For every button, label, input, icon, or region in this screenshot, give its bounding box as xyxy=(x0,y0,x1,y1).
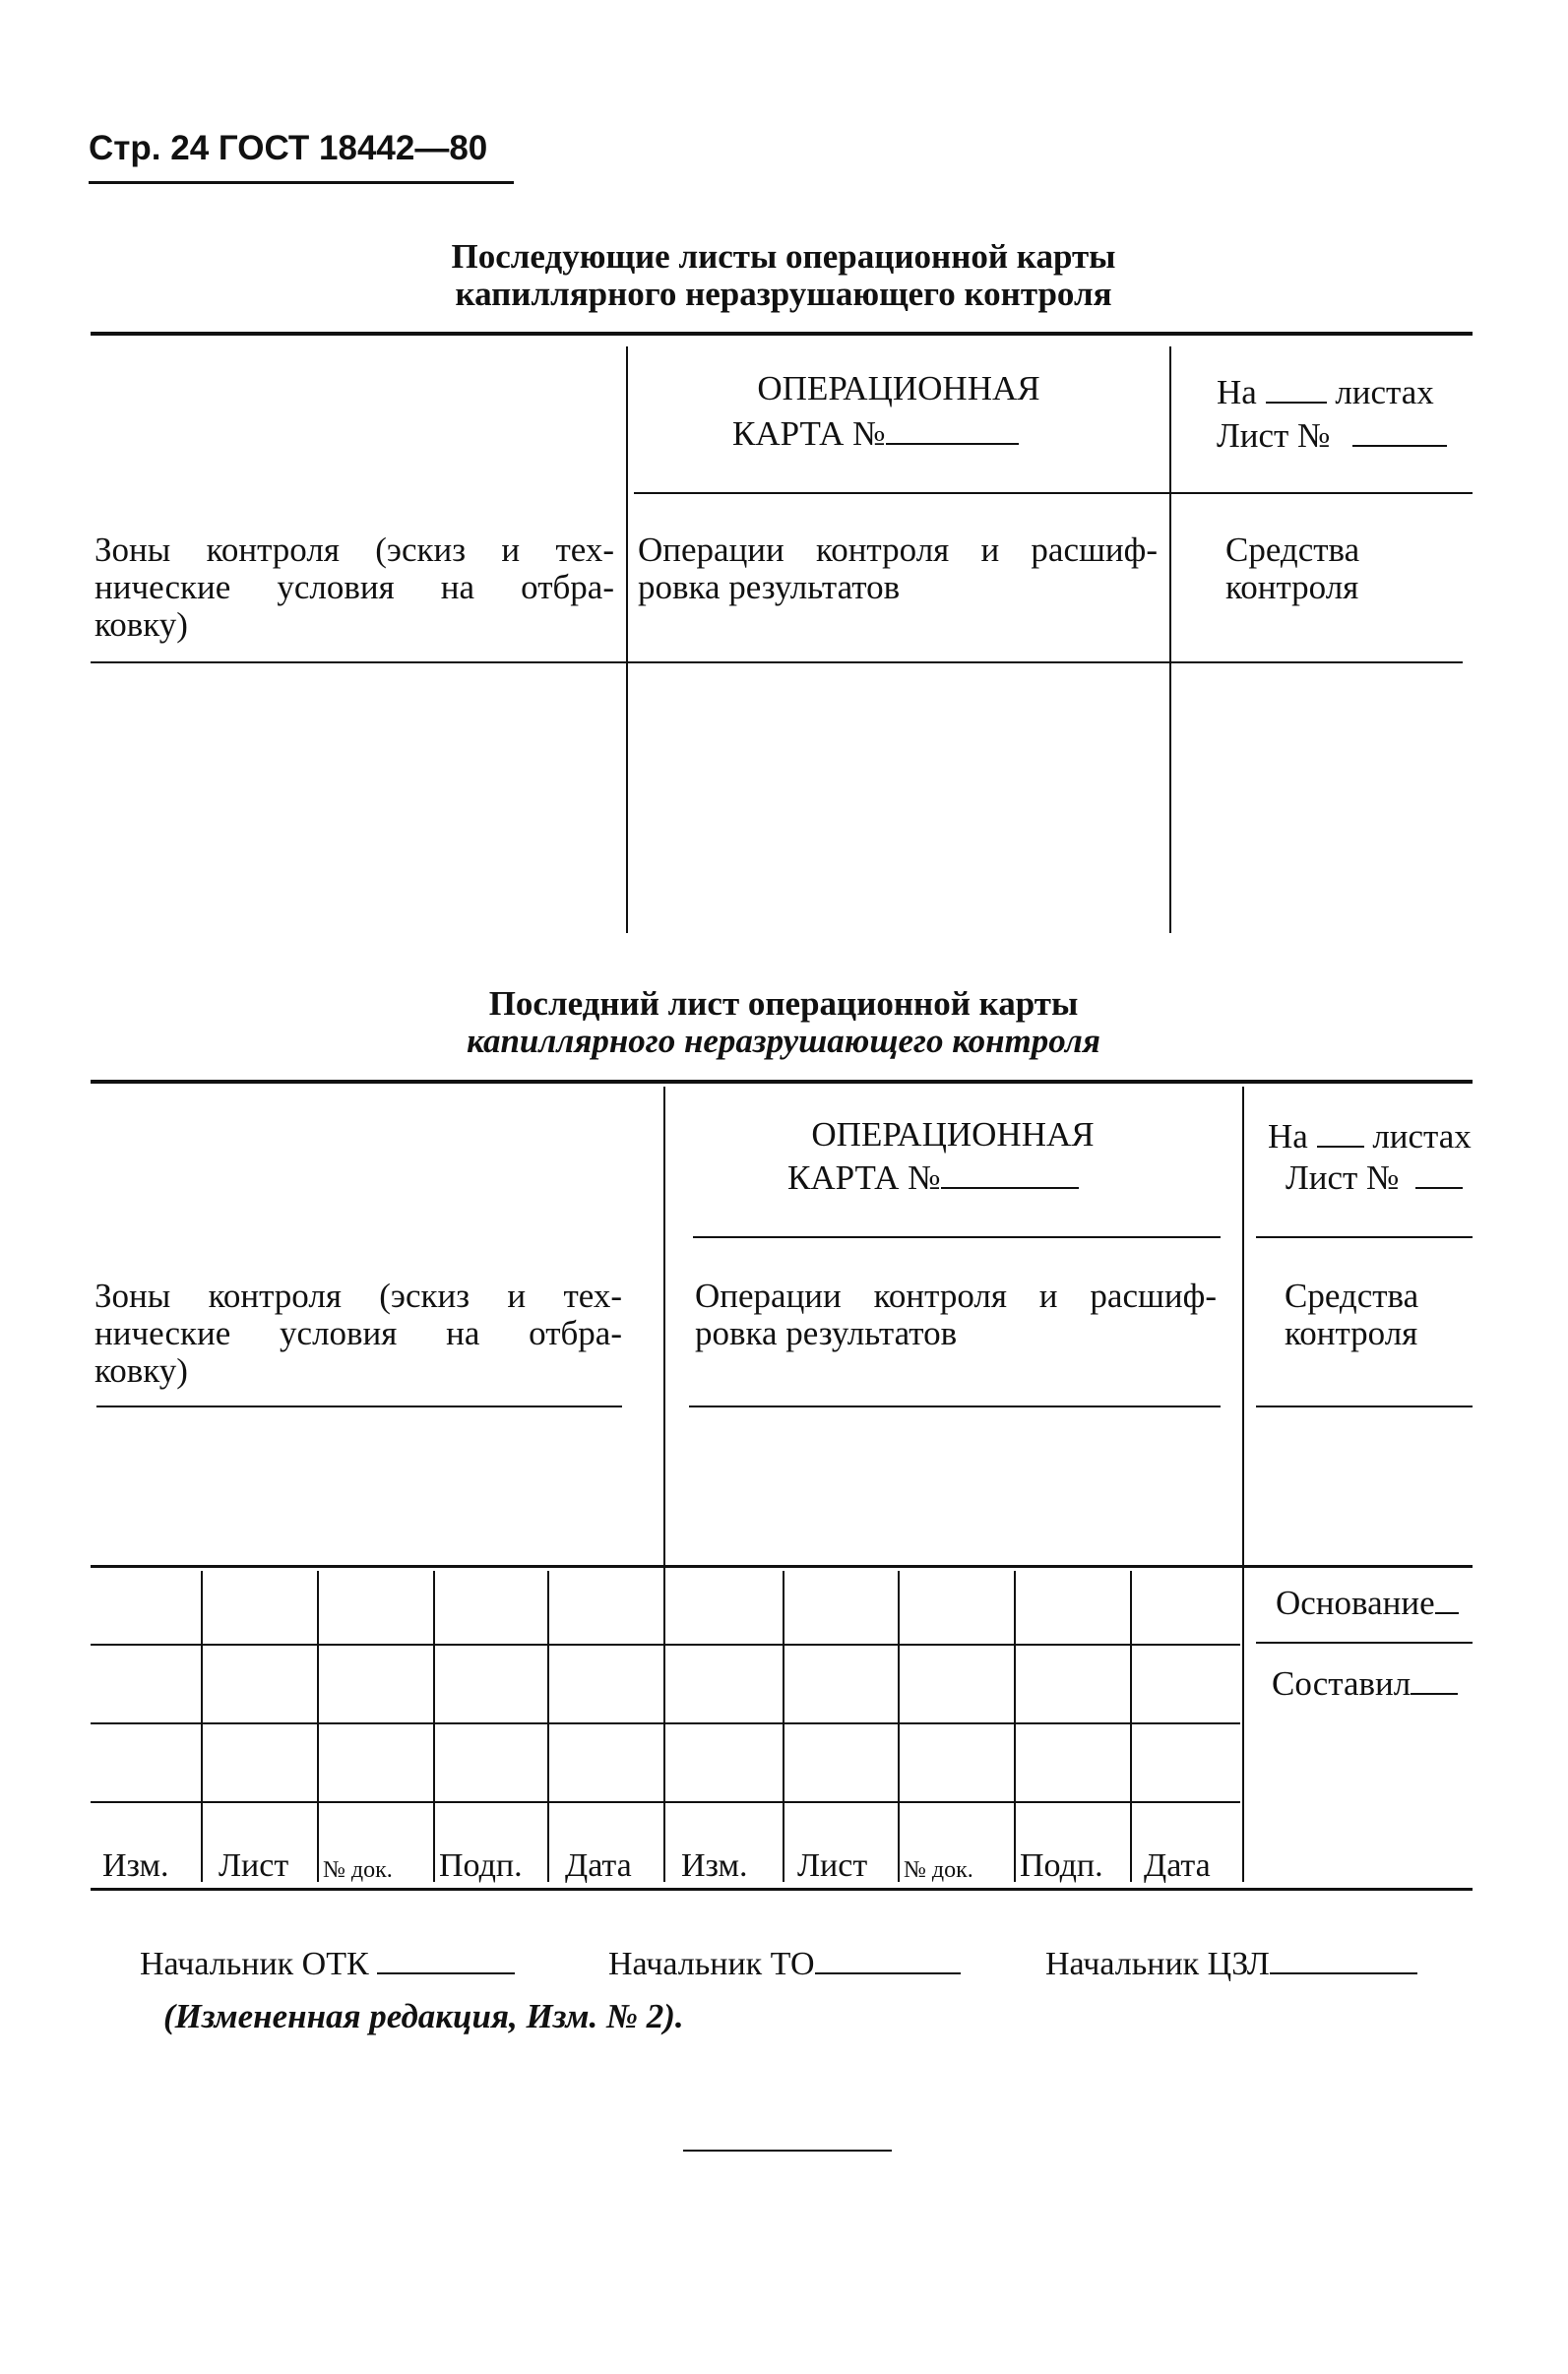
form1-ops-line2: ровка результатов xyxy=(638,568,901,606)
form1-on-sheets xyxy=(1217,372,1434,411)
form2-means-line2: контроля xyxy=(1285,1314,1418,1352)
form1-sheet-no-label: Лист № xyxy=(1217,416,1331,455)
form2-zones-line2: нические условия на отбра- xyxy=(94,1314,622,1352)
form1-title-line2: капиллярного неразрушающего контроля xyxy=(455,275,1112,313)
form1-op-card-blank xyxy=(886,413,1019,445)
rev-col-sep xyxy=(898,1571,900,1882)
sign-to xyxy=(608,1943,961,1983)
form1-zones-line2: нические условия на отбра- xyxy=(94,568,614,606)
rev-col-sep xyxy=(547,1571,549,1882)
form1-sheet-no xyxy=(1217,415,1447,455)
rev-col-sign: Подп. xyxy=(439,1847,523,1884)
form2-means-rule xyxy=(1256,1406,1473,1407)
rev-row-rule xyxy=(91,1644,1240,1646)
sign-to-label: Начальник ТО xyxy=(608,1946,815,1982)
sign-otk xyxy=(140,1943,515,1983)
sign-otk-blank xyxy=(377,1943,515,1974)
rev-col-list: Лист xyxy=(219,1847,289,1884)
form2-sheet-no xyxy=(1286,1157,1463,1197)
compiled-blank xyxy=(1411,1663,1458,1695)
form1-means-line1: Средства xyxy=(1225,531,1360,569)
form2-sheet-no-blank xyxy=(1415,1157,1463,1189)
form2-ops-line2: ровка результатов xyxy=(695,1314,958,1352)
rev-row-rule xyxy=(91,1801,1240,1803)
rev-col-izm: Изм. xyxy=(681,1847,748,1884)
form2-title-line1: Последний лист операционной карты xyxy=(488,984,1079,1023)
rev-col-sep xyxy=(433,1571,435,1882)
rev-col-doc: № док. xyxy=(323,1857,393,1883)
sign-to-blank xyxy=(815,1943,961,1974)
form2-means-line1: Средства xyxy=(1285,1277,1419,1315)
form2-title-line2: капиллярного неразрушающего контроля xyxy=(467,1022,1100,1060)
form1-divider-left xyxy=(626,346,628,933)
sign-otk-label: Начальник ОТК xyxy=(140,1946,369,1982)
form2-sheet-no-label: Лист № xyxy=(1286,1158,1400,1197)
form2-op-card-line1: ОПЕРАЦИОННАЯ xyxy=(811,1115,1095,1154)
rev-col-izm: Изм. xyxy=(102,1847,169,1884)
form1-zones-line1: Зоны контроля (эскиз и тех- xyxy=(94,531,614,569)
form1-op-card-number xyxy=(732,413,1019,453)
rev-col-sep xyxy=(201,1571,203,1882)
form2-op-card-blank xyxy=(941,1157,1079,1189)
rev-col-doc: № док. xyxy=(904,1857,973,1883)
form1-bottom-rule xyxy=(91,661,1463,663)
sign-czl-label: Начальник ЦЗЛ xyxy=(1045,1946,1270,1982)
form1-ops-line1: Операции контроля и расшиф- xyxy=(638,531,1158,569)
form1-op-card-line1: ОПЕРАЦИОННАЯ xyxy=(757,369,1040,407)
rev-col-sep xyxy=(1014,1571,1016,1882)
rev-row-rule xyxy=(91,1722,1240,1724)
basis-field xyxy=(1276,1583,1459,1622)
rev-col-sign: Подп. xyxy=(1020,1847,1103,1884)
basis-blank xyxy=(1435,1583,1459,1614)
form1-on-sheets-prefix: На xyxy=(1217,373,1257,411)
page-header: Стр. 24 ГОСТ 18442—80 xyxy=(89,129,488,167)
form1-means-line2: контроля xyxy=(1225,568,1359,606)
basis-rule xyxy=(1256,1642,1473,1644)
rev-table-bottom-rule xyxy=(91,1888,1473,1891)
header-underline xyxy=(89,181,514,184)
form1-sheet-no-blank xyxy=(1352,415,1447,447)
rev-col-sep xyxy=(1130,1571,1132,1882)
form2-on-sheets xyxy=(1268,1116,1472,1156)
end-rule xyxy=(683,2150,892,2152)
form2-ops-line1: Операции контроля и расшиф- xyxy=(695,1277,1217,1315)
form2-on-sheets-blank xyxy=(1317,1116,1364,1148)
form2-on-sheets-prefix: На xyxy=(1268,1117,1308,1156)
sign-czl xyxy=(1045,1943,1417,1983)
compiled-label: Составил xyxy=(1272,1664,1411,1703)
form1-top-rule xyxy=(91,332,1473,336)
rev-col-date: Дата xyxy=(565,1847,632,1884)
form1-on-sheets-suffix: листах xyxy=(1335,373,1434,411)
form1-op-card-label: КАРТА № xyxy=(732,414,886,453)
form2-zones-line1: Зоны контроля (эскиз и тех- xyxy=(94,1277,622,1315)
form2-op-card-label: КАРТА № xyxy=(787,1158,941,1197)
revision-note: (Измененная редакция, Изм. № 2). xyxy=(163,1997,684,2035)
form2-divider-right xyxy=(1242,1087,1244,1882)
form2-divider-left xyxy=(663,1087,665,1882)
sign-czl-blank xyxy=(1270,1943,1417,1974)
form1-on-sheets-blank xyxy=(1266,372,1327,404)
form1-divider-right xyxy=(1169,346,1171,933)
rev-col-sep xyxy=(783,1571,784,1882)
form1-title-line1: Последующие листы операционной карты xyxy=(451,237,1116,276)
form2-ops-rule xyxy=(689,1406,1221,1407)
rev-col-date: Дата xyxy=(1144,1847,1211,1884)
rev-table-top-rule xyxy=(91,1565,1473,1568)
form2-op-card-number xyxy=(787,1157,1079,1197)
compiled-field xyxy=(1272,1663,1458,1703)
form1-zones-line3: ковку) xyxy=(94,605,188,644)
form2-on-sheets-suffix: листах xyxy=(1372,1117,1472,1156)
form2-zones-line3: ковку) xyxy=(94,1351,188,1390)
basis-label: Основание xyxy=(1276,1584,1435,1622)
rev-col-sep xyxy=(317,1571,319,1882)
form2-sheet-rule xyxy=(1256,1236,1473,1238)
form1-header-rule xyxy=(634,492,1473,494)
form2-zones-rule xyxy=(96,1406,622,1407)
form2-top-rule xyxy=(91,1080,1473,1084)
rev-col-list: Лист xyxy=(797,1847,868,1884)
form2-op-rule xyxy=(693,1236,1221,1238)
